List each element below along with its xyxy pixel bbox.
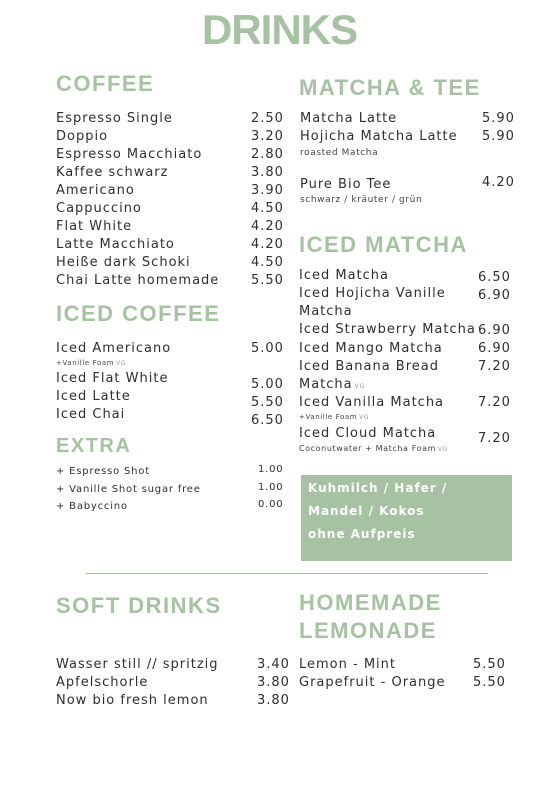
- menu-item-price: 3.80: [257, 693, 290, 708]
- menu-item-name: Doppio: [56, 129, 109, 144]
- menu-item-price: 4.50: [251, 255, 284, 270]
- menu-item-name: Pure Bio Tee: [300, 177, 392, 192]
- extra-item-price: 0.00: [258, 499, 284, 510]
- menu-item-price: 5.50: [473, 675, 506, 690]
- menu-item-note: +Vanille Foam VG: [56, 359, 127, 367]
- page-title: DRINKS: [201, 6, 357, 53]
- menu-item-name-cont: Matcha VG: [299, 377, 366, 392]
- menu-item-note: +Vanille Foam VG: [299, 413, 370, 421]
- extra-item-price: 1.00: [258, 482, 284, 493]
- menu-item-name: Cappuccino: [56, 201, 142, 216]
- menu-item-note: roasted Matcha: [300, 148, 379, 158]
- matcha-tee-heading: MATCHA & TEE: [299, 75, 481, 100]
- menu-item-price: 7.20: [478, 395, 511, 410]
- menu-item-price: 6.90: [478, 341, 511, 356]
- menu-item-price: 4.50: [251, 201, 284, 216]
- lemonade-heading-line1: HOMEMADE: [299, 590, 442, 615]
- iced-matcha-heading: ICED MATCHA: [299, 232, 468, 257]
- menu-item-price: 3.40: [257, 657, 290, 672]
- menu-item-price: 6.50: [251, 413, 284, 428]
- menu-item-name: Grapefruit - Orange: [299, 675, 446, 690]
- milk-options-line: Mandel / Kokos: [308, 504, 425, 518]
- menu-item-price: 5.00: [251, 377, 284, 392]
- section-divider: [86, 573, 488, 574]
- menu-item-name: Matcha Latte: [300, 111, 398, 126]
- menu-item-price: 5.50: [251, 273, 284, 288]
- menu-item-price: 3.90: [251, 183, 284, 198]
- menu-item-name: Iced Vanilla Matcha: [299, 395, 445, 410]
- menu-item-name: Hojicha Matcha Latte: [300, 129, 458, 144]
- menu-item-price: 4.20: [251, 219, 284, 234]
- menu-item-price: 6.90: [478, 323, 511, 338]
- menu-item-name: Iced Flat White: [56, 371, 169, 386]
- menu-item-price: 2.80: [251, 147, 284, 162]
- soft-drinks-heading: SOFT DRINKS: [56, 593, 222, 618]
- menu-item-name: Iced Cloud Matcha: [299, 426, 437, 441]
- menu-item-name: Espresso Single: [56, 111, 173, 126]
- extra-item-price: 1.00: [258, 464, 284, 475]
- menu-item-price: 5.90: [482, 111, 515, 126]
- menu-item-price: 3.80: [251, 165, 284, 180]
- menu-item-price: 6.90: [478, 288, 511, 303]
- milk-options-box: [301, 475, 512, 561]
- menu-item-price: 7.20: [478, 431, 511, 446]
- menu-item-name: Latte Macchiato: [56, 237, 175, 252]
- menu-item-name: Now bio fresh lemon: [56, 693, 209, 708]
- extra-item-name: + Espresso Shot: [56, 466, 150, 477]
- menu-item-name: Espresso Macchiato: [56, 147, 203, 162]
- menu-item-name: Lemon - Mint: [299, 657, 396, 672]
- menu-item-price: 5.50: [251, 395, 284, 410]
- extra-item-name: + Babyccino: [56, 501, 128, 512]
- menu-item-name: Iced Banana Bread: [299, 359, 439, 374]
- menu-item-price: 2.50: [251, 111, 284, 126]
- menu-item-price: 5.50: [473, 657, 506, 672]
- menu-item-name: Heiße dark Schoki: [56, 255, 191, 270]
- coffee-heading: COFFEE: [56, 71, 155, 96]
- menu-item-name: Iced Mango Matcha: [299, 341, 443, 356]
- menu-item-price: 3.80: [257, 675, 290, 690]
- menu-item-price: 6.50: [478, 270, 511, 285]
- menu-item-name: Americano: [56, 183, 135, 198]
- menu-item-price: 7.20: [478, 359, 511, 374]
- extra-heading: EXTRA: [56, 435, 132, 457]
- milk-options-line: Kuhmilch / Hafer /: [308, 481, 448, 495]
- menu-item-name: Iced Latte: [56, 389, 131, 404]
- menu-item-name: Flat White: [56, 219, 133, 234]
- milk-options-line: ohne Aufpreis: [308, 527, 416, 541]
- extra-item-name: + Vanille Shot sugar free: [56, 484, 201, 495]
- menu-item-name: Chai Latte homemade: [56, 273, 220, 288]
- iced-coffee-heading: ICED COFFEE: [56, 301, 221, 326]
- menu-item-price: 3.20: [251, 129, 284, 144]
- menu-item-name-cont: Matcha: [299, 304, 353, 319]
- menu-item-price: 5.00: [251, 341, 284, 356]
- menu-item-name: Apfelschorle: [56, 675, 149, 690]
- menu-item-price: 4.20: [482, 175, 515, 190]
- menu-item-name: Iced Americano: [56, 341, 172, 356]
- menu-item-price: 4.20: [251, 237, 284, 252]
- menu-item-name: Iced Hojicha Vanille: [299, 286, 446, 301]
- menu-item-name: Iced Chai: [56, 407, 126, 422]
- menu-item-price: 5.90: [482, 129, 515, 144]
- menu-item-name: Iced Matcha: [299, 268, 389, 283]
- lemonade-heading-line2: LEMONADE: [299, 618, 437, 643]
- menu-item-note: Coconutwater + Matcha Foam VG: [299, 444, 448, 453]
- menu-item-name: Iced Strawberry Matcha: [299, 322, 476, 337]
- menu-item-name: Wasser still // spritzig: [56, 657, 219, 672]
- menu-item-name: Kaffee schwarz: [56, 165, 169, 180]
- menu-item-note: schwarz / kräuter / grün: [300, 195, 423, 205]
